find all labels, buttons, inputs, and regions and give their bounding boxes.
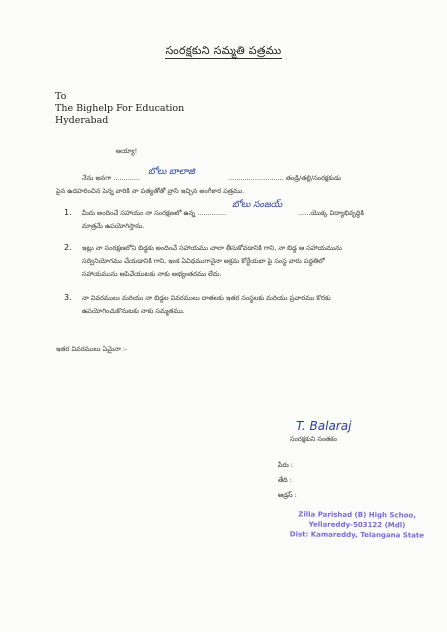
item-3-line2: ఉపయోగించుకొనుటకు నాకు సమ్మతము. [82, 307, 185, 315]
address-line2: Hyderabad [55, 115, 109, 126]
intro-suffix: ........................... తండ్రి/తల్లి/సంరక్షకుడు [228, 174, 342, 182]
item-2-number: 2. [64, 243, 72, 252]
guardian-signature: T. Balaraj [296, 419, 352, 433]
item-1-line2: మాత్రమే ఉపయోగిస్తాను. [82, 222, 145, 230]
signature-label: సంరక్షకుని సంతకం [290, 435, 337, 443]
guardian-name-handwritten: బోలు బాలాజి [148, 167, 195, 177]
item-2-line2: సద్వినియోగము చేయడానికి గాని, ఇంక ఏవిధముగానైనా అక్రమ కోర్టేయబా పై సంస్థ వారు పద్ధతిలో [82, 257, 325, 265]
item-1-number: 1. [64, 208, 72, 217]
item-3-line1: నా వివరములు మరియు నా బిడ్డల వివరములు దాతలకు ఇతర సంస్థలకు మరియు ప్రచారము కొరకు [82, 294, 331, 302]
address-field-label: అడ్రస్ : [278, 491, 297, 499]
stamp-line2: Yellareddy-503122 (Mdl) [308, 520, 406, 530]
stamp-line3: Dist: Kamareddy, Telangana State [289, 530, 425, 540]
date-field-label: తేది : [278, 476, 292, 484]
stamp-line1: Zilla Parishad (B) High Schoo, [298, 510, 416, 520]
item-1-suffix: ......యొక్క విద్యాభివృద్ధికి [298, 209, 364, 217]
item-2-line1: ఇట్లు నా సంరక్షణలోని బిడ్డకు అందించే సహాయము చాలా తీసుకోవడానికి గాని, నా బిడ్డ ఆ సహాయమును [82, 244, 342, 252]
item-2-line3: సహాయమును ఆపివేయుటకు నాకు అభ్యంతరము లేదు. [82, 270, 222, 278]
address-to: To [55, 91, 67, 102]
other-details-label: ఇతర వివరములు ఏమైనా :- [56, 345, 128, 353]
salutation: అయ్యా! [116, 147, 138, 155]
school-stamp [282, 509, 432, 540]
item-1-prefix: మీరు అందించే సహాయం నా సంరక్షణలో ఉన్న .............. [82, 209, 227, 217]
name-field-label: పేరు : [278, 461, 293, 469]
child-name-handwritten: బోలు సంజయ్ [232, 200, 283, 210]
item-3-number: 3. [64, 293, 72, 302]
address-line1: The Bighelp For Education [55, 103, 185, 114]
intro-prefix: నేను అనగా ............. [82, 174, 141, 182]
letter-title: సంరక్షకుని సమ్మతి పత్రము [165, 44, 282, 57]
intro-line2: పైన ఉదహరించిన పెన్న వారికి నా పత్యతోతో వ్రాసి ఇచ్చిన అంగీకార పత్రము. [56, 187, 245, 195]
